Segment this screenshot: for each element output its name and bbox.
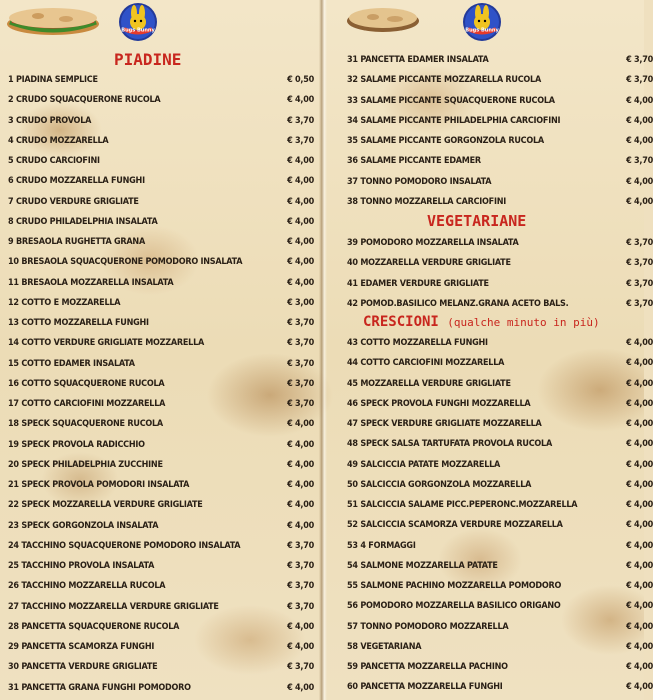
menu-item bbox=[8, 597, 314, 617]
item-price: € 4,00 bbox=[626, 398, 653, 409]
menu-item bbox=[8, 171, 314, 191]
item-price: € 3,70 bbox=[287, 358, 314, 369]
item-number: 31 bbox=[347, 55, 358, 65]
menu-item bbox=[347, 515, 653, 535]
menu-item bbox=[347, 70, 653, 90]
item-number: 34 bbox=[347, 115, 358, 126]
heading-crescioni bbox=[363, 314, 600, 330]
svg-text:Bugs Bunny: Bugs Bunny bbox=[121, 27, 155, 34]
menu-item bbox=[347, 455, 653, 475]
item-number: 18 bbox=[8, 419, 19, 430]
item-name: COTTO MOZZARELLA FUNGHI bbox=[21, 318, 149, 328]
item-name: TACCHINO SQUACQUERONE POMODORO INSALATA bbox=[21, 540, 241, 551]
menu-item bbox=[8, 131, 314, 151]
item-number: 54 bbox=[347, 560, 358, 571]
item-name: SALCICCIA PATATE MOZZARELLA bbox=[360, 459, 501, 470]
item-price: € 3,70 bbox=[287, 318, 314, 328]
item-number: 46 bbox=[347, 398, 358, 409]
item-name: TACCHINO PROVOLA INSALATA bbox=[21, 561, 155, 571]
item-name: PANCETTA SCAMORZA FUNGHI bbox=[21, 642, 155, 652]
item-price: € 0,50 bbox=[287, 75, 314, 85]
item-price: € 4,00 bbox=[626, 459, 653, 470]
item-number: 28 bbox=[8, 621, 19, 632]
item-price: € 4,00 bbox=[287, 520, 314, 531]
item-price: € 3,70 bbox=[287, 581, 314, 592]
item-name: CRUDO MOZZARELLA bbox=[15, 135, 109, 146]
menu-item bbox=[347, 172, 653, 192]
menu-item bbox=[8, 111, 314, 131]
menu-item bbox=[347, 576, 653, 596]
item-number: 8 bbox=[8, 216, 14, 227]
menu-item bbox=[347, 475, 653, 495]
item-name: TACCHINO MOZZARELLA RUCOLA bbox=[21, 581, 166, 592]
item-price: € 3,70 bbox=[626, 278, 653, 289]
item-price: € 4,00 bbox=[287, 621, 314, 632]
item-price: € 4,00 bbox=[287, 439, 314, 450]
item-number: 22 bbox=[8, 500, 19, 511]
right-column bbox=[327, 0, 653, 700]
menu-item bbox=[8, 414, 314, 434]
heading-piadine: PIADINE bbox=[114, 50, 182, 69]
item-price: € 4,00 bbox=[626, 560, 653, 571]
item-name: SPECK VERDURE GRIGLIATE MOZZARELLA bbox=[360, 419, 542, 429]
menu-item bbox=[347, 151, 653, 171]
item-price: € 4,00 bbox=[626, 338, 653, 348]
item-price: € 3,70 bbox=[626, 55, 653, 65]
item-price: € 4,00 bbox=[626, 641, 653, 652]
menu-item bbox=[8, 232, 314, 252]
menu-item bbox=[8, 90, 314, 110]
item-name: CRUDO PHILADELPHIA INSALATA bbox=[15, 216, 158, 227]
item-name: SALCICCIA SCAMORZA VERDURE MOZZARELLA bbox=[360, 520, 563, 531]
item-number: 9 bbox=[8, 237, 14, 247]
item-price: € 4,00 bbox=[626, 115, 653, 126]
item-number: 20 bbox=[8, 459, 19, 470]
item-number: 32 bbox=[347, 75, 358, 86]
menu-item bbox=[8, 151, 314, 171]
item-number: 55 bbox=[347, 581, 358, 591]
item-name: MOZZARELLA VERDURE GRIGLIATE bbox=[360, 258, 511, 269]
item-number: 12 bbox=[8, 297, 19, 308]
menu-item bbox=[8, 273, 314, 293]
item-number: 29 bbox=[8, 642, 19, 652]
item-price: € 4,00 bbox=[626, 621, 653, 632]
item-name: POMOD.BASILICO MELANZ.GRANA ACETO BALS. bbox=[360, 298, 569, 309]
item-number: 23 bbox=[8, 520, 19, 531]
item-price: € 3,70 bbox=[287, 540, 314, 551]
menu-item bbox=[8, 617, 314, 637]
menu-item bbox=[347, 637, 653, 657]
menu-item bbox=[347, 677, 653, 697]
menu-item bbox=[8, 637, 314, 657]
item-number: 16 bbox=[8, 378, 19, 389]
item-number: 17 bbox=[8, 399, 19, 409]
item-name: SALMONE MOZZARELLA PATATE bbox=[360, 560, 498, 571]
item-name: POMODORO MOZZARELLA BASILICO ORIGANO bbox=[360, 601, 561, 612]
item-name: COTTO SQUACQUERONE RUCOLA bbox=[21, 378, 165, 389]
item-number: 47 bbox=[347, 419, 358, 429]
item-name: SALAME PICCANTE GORGONZOLA RUCOLA bbox=[360, 136, 544, 146]
item-price: € 4,00 bbox=[287, 277, 314, 288]
item-number: 24 bbox=[8, 540, 19, 551]
item-name: SPECK PROVOLA FUNGHI MOZZARELLA bbox=[360, 398, 531, 409]
item-name: SALAME PICCANTE SQUACQUERONE RUCOLA bbox=[360, 95, 555, 106]
menu-item bbox=[347, 374, 653, 394]
item-price: € 4,00 bbox=[287, 500, 314, 511]
item-price: € 3,70 bbox=[287, 338, 314, 349]
item-name: SALAME PICCANTE PHILADELPHIA CARCIOFINI bbox=[360, 115, 561, 126]
left-column bbox=[0, 0, 320, 700]
item-price: € 4,00 bbox=[287, 156, 314, 166]
item-number: 25 bbox=[8, 561, 19, 571]
item-name: POMODORO MOZZARELLA INSALATA bbox=[360, 238, 519, 248]
item-name: TACCHINO MOZZARELLA VERDURE GRIGLIATE bbox=[21, 601, 219, 612]
item-number: 35 bbox=[347, 136, 358, 146]
item-number: 19 bbox=[8, 439, 19, 450]
item-number: 4 bbox=[8, 135, 14, 146]
item-name: COTTO E MOZZARELLA bbox=[21, 297, 121, 308]
item-number: 48 bbox=[347, 439, 358, 450]
menu-item bbox=[8, 252, 314, 272]
menu-item bbox=[8, 192, 314, 212]
item-number: 26 bbox=[8, 581, 19, 592]
menu-item bbox=[347, 253, 653, 273]
item-name: SPECK PROVOLA POMODORI INSALATA bbox=[21, 480, 190, 490]
item-number: 58 bbox=[347, 641, 358, 652]
item-name: SALAME PICCANTE EDAMER bbox=[360, 156, 481, 167]
item-price: € 4,00 bbox=[626, 378, 653, 389]
item-name: PANCETTA GRANA FUNGHI POMODORO bbox=[21, 682, 191, 693]
item-name: PANCETTA MOZZARELLA PACHINO bbox=[360, 662, 508, 672]
item-number: 10 bbox=[8, 257, 19, 268]
menu-item bbox=[347, 131, 653, 151]
item-number: 5 bbox=[8, 156, 14, 166]
menu-item bbox=[347, 192, 653, 212]
item-price: € 4,00 bbox=[626, 540, 653, 551]
item-number: 56 bbox=[347, 601, 358, 612]
item-number: 43 bbox=[347, 338, 358, 348]
item-number: 39 bbox=[347, 238, 358, 248]
item-name: VEGETARIANA bbox=[360, 641, 422, 652]
item-number: 11 bbox=[8, 277, 19, 288]
item-price: € 4,00 bbox=[626, 439, 653, 450]
item-name: COTTO VERDURE GRIGLIATE MOZZARELLA bbox=[21, 338, 205, 349]
item-number: 33 bbox=[347, 95, 358, 106]
item-price: € 4,00 bbox=[626, 682, 653, 693]
item-name: PANCETTA SQUACQUERONE RUCOLA bbox=[21, 621, 180, 632]
item-number: 2 bbox=[8, 95, 14, 106]
menu-item bbox=[8, 354, 314, 374]
menu-item bbox=[8, 455, 314, 475]
item-name: COTTO MOZZARELLA FUNGHI bbox=[360, 338, 488, 348]
item-price: € 4,00 bbox=[626, 479, 653, 490]
item-price: € 4,00 bbox=[626, 136, 653, 146]
item-name: SPECK GORGONZOLA INSALATA bbox=[21, 520, 159, 531]
item-name: CRUDO MOZZARELLA FUNGHI bbox=[15, 176, 145, 187]
item-name: SALCICCIA GORGONZOLA MOZZARELLA bbox=[360, 479, 532, 490]
svg-text:Bugs Bunny: Bugs Bunny bbox=[465, 27, 499, 34]
item-name: 4 FORMAGGI bbox=[360, 540, 416, 551]
item-price: € 4,00 bbox=[626, 95, 653, 106]
item-price: € 4,00 bbox=[287, 480, 314, 490]
page-fold bbox=[319, 0, 327, 700]
item-name: SPECK SQUACQUERONE RUCOLA bbox=[21, 419, 163, 430]
menu-item bbox=[347, 394, 653, 414]
item-price: € 4,00 bbox=[287, 176, 314, 187]
item-name: CRUDO SQUACQUERONE RUCOLA bbox=[15, 95, 161, 106]
crescioni-title: CRESCIONI bbox=[363, 314, 439, 330]
item-price: € 3,70 bbox=[626, 258, 653, 269]
menu-item bbox=[8, 576, 314, 596]
item-name: CRUDO VERDURE GRIGLIATE bbox=[15, 196, 139, 207]
item-number: 30 bbox=[8, 662, 19, 673]
item-price: € 3,70 bbox=[287, 662, 314, 673]
item-number: 7 bbox=[8, 196, 14, 207]
menu-item bbox=[347, 91, 653, 111]
heading-vegetariane: VEGETARIANE bbox=[427, 212, 527, 230]
item-number: 44 bbox=[347, 358, 358, 369]
item-price: € 3,70 bbox=[287, 115, 314, 126]
item-price: € 3,70 bbox=[287, 399, 314, 409]
item-price: € 3,70 bbox=[287, 561, 314, 571]
item-price: € 4,00 bbox=[626, 358, 653, 369]
menu-item bbox=[347, 495, 653, 515]
item-number: 14 bbox=[8, 338, 19, 349]
item-name: COTTO CARCIOFINI MOZZARELLA bbox=[360, 358, 505, 369]
item-number: 40 bbox=[347, 258, 358, 269]
item-number: 3 bbox=[8, 115, 14, 126]
menu-item bbox=[347, 333, 653, 353]
item-price: € 3,70 bbox=[626, 238, 653, 248]
menu-item bbox=[347, 111, 653, 131]
item-number: 42 bbox=[347, 298, 358, 309]
item-price: € 3,70 bbox=[287, 601, 314, 612]
item-number: 53 bbox=[347, 540, 358, 551]
item-price: € 4,00 bbox=[626, 520, 653, 531]
menu-item bbox=[8, 556, 314, 576]
menu-item bbox=[347, 233, 653, 253]
menu-item bbox=[347, 274, 653, 294]
item-price: € 4,00 bbox=[626, 662, 653, 672]
item-price: € 4,00 bbox=[626, 419, 653, 429]
item-name: EDAMER VERDURE GRIGLIATE bbox=[360, 278, 489, 289]
item-name: CRUDO CARCIOFINI bbox=[15, 156, 100, 166]
menu-item bbox=[8, 313, 314, 333]
menu-item bbox=[8, 333, 314, 353]
item-price: € 4,00 bbox=[287, 419, 314, 430]
item-price: € 4,00 bbox=[287, 459, 314, 470]
menu-item bbox=[8, 475, 314, 495]
item-number: 41 bbox=[347, 278, 358, 289]
menu-item bbox=[8, 678, 314, 698]
item-price: € 4,00 bbox=[287, 95, 314, 106]
item-number: 50 bbox=[347, 479, 358, 490]
menu-item bbox=[8, 394, 314, 414]
item-number: 15 bbox=[8, 358, 19, 369]
item-price: € 4,00 bbox=[287, 682, 314, 693]
menu-item bbox=[8, 495, 314, 515]
item-name: MOZZARELLA VERDURE GRIGLIATE bbox=[360, 378, 511, 389]
item-name: SPECK MOZZARELLA VERDURE GRIGLIATE bbox=[21, 500, 203, 511]
item-name: SPECK PHILADELPHIA ZUCCHINE bbox=[21, 459, 163, 470]
item-name: COTTO CARCIOFINI MOZZARELLA bbox=[21, 399, 166, 409]
item-name: CRUDO PROVOLA bbox=[15, 115, 92, 126]
item-price: € 3,70 bbox=[287, 378, 314, 389]
item-name: COTTO EDAMER INSALATA bbox=[21, 358, 135, 369]
item-price: € 4,00 bbox=[287, 196, 314, 207]
item-number: 51 bbox=[347, 500, 358, 510]
item-number: 1 bbox=[8, 75, 14, 85]
item-name: PANCETTA EDAMER INSALATA bbox=[360, 55, 489, 65]
item-name: SALAME PICCANTE MOZZARELLA RUCOLA bbox=[360, 75, 541, 86]
menu-item bbox=[347, 596, 653, 616]
item-price: € 3,70 bbox=[626, 298, 653, 309]
item-number: 27 bbox=[8, 601, 19, 612]
item-price: € 3,70 bbox=[287, 135, 314, 146]
item-price: € 3,00 bbox=[287, 297, 314, 308]
menu-item bbox=[8, 435, 314, 455]
menu-item bbox=[347, 50, 653, 70]
item-name: PANCETTA VERDURE GRIGLIATE bbox=[21, 662, 158, 673]
item-name: SALMONE PACHINO MOZZARELLA POMODORO bbox=[360, 581, 562, 591]
item-name: BRESAOLA SQUACQUERONE POMODORO INSALATA bbox=[21, 257, 243, 268]
menu-item bbox=[8, 70, 314, 90]
menu-item bbox=[347, 434, 653, 454]
menu-item bbox=[347, 536, 653, 556]
item-name: SPECK SALSA TARTUFATA PROVOLA RUCOLA bbox=[360, 439, 552, 450]
item-price: € 4,00 bbox=[626, 196, 653, 207]
menu-item bbox=[347, 414, 653, 434]
menu-item bbox=[8, 293, 314, 313]
item-name: PANCETTA MOZZARELLA FUNGHI bbox=[360, 682, 503, 693]
menu-item bbox=[8, 516, 314, 536]
menu-item bbox=[347, 556, 653, 576]
menu-item bbox=[347, 294, 653, 314]
item-name: SALCICCIA SALAME PICC.PEPERONC.MOZZARELLA bbox=[360, 500, 578, 510]
item-number: 59 bbox=[347, 662, 358, 672]
item-name: SPECK PROVOLA RADICCHIO bbox=[21, 439, 145, 450]
item-number: 45 bbox=[347, 378, 358, 389]
item-number: 57 bbox=[347, 621, 358, 632]
item-price: € 4,00 bbox=[287, 642, 314, 652]
menu-item bbox=[8, 657, 314, 677]
item-name: PIADINA SEMPLICE bbox=[15, 75, 98, 85]
item-price: € 4,00 bbox=[626, 500, 653, 510]
item-number: 60 bbox=[347, 682, 358, 693]
item-name: TONNO POMODORO MOZZARELLA bbox=[360, 621, 509, 632]
menu-item bbox=[347, 617, 653, 637]
item-number: 13 bbox=[8, 318, 19, 328]
item-price: € 4,00 bbox=[287, 257, 314, 268]
menu-item bbox=[8, 536, 314, 556]
menu-item bbox=[8, 374, 314, 394]
item-number: 6 bbox=[8, 176, 14, 187]
menu-item bbox=[347, 353, 653, 373]
item-number: 36 bbox=[347, 156, 358, 167]
item-number: 49 bbox=[347, 459, 358, 470]
item-number: 38 bbox=[347, 196, 358, 207]
item-number: 37 bbox=[347, 176, 358, 187]
item-price: € 4,00 bbox=[626, 581, 653, 591]
item-number: 31 bbox=[8, 682, 19, 693]
item-number: 21 bbox=[8, 480, 19, 490]
item-price: € 3,70 bbox=[626, 156, 653, 167]
item-price: € 4,00 bbox=[287, 216, 314, 227]
item-number: 52 bbox=[347, 520, 358, 531]
menu-item bbox=[8, 212, 314, 232]
item-price: € 4,00 bbox=[626, 176, 653, 187]
menu-item bbox=[347, 657, 653, 677]
item-name: TONNO MOZZARELLA CARCIOFINI bbox=[360, 196, 506, 207]
item-name: BRESAOLA RUGHETTA GRANA bbox=[15, 237, 145, 247]
crescioni-note: (qualche minuto in più) bbox=[447, 316, 600, 329]
item-name: TONNO POMODORO INSALATA bbox=[360, 176, 492, 187]
item-price: € 3,70 bbox=[626, 75, 653, 86]
item-price: € 4,00 bbox=[626, 601, 653, 612]
item-name: BRESAOLA MOZZARELLA INSALATA bbox=[21, 277, 174, 288]
item-price: € 4,00 bbox=[287, 237, 314, 247]
